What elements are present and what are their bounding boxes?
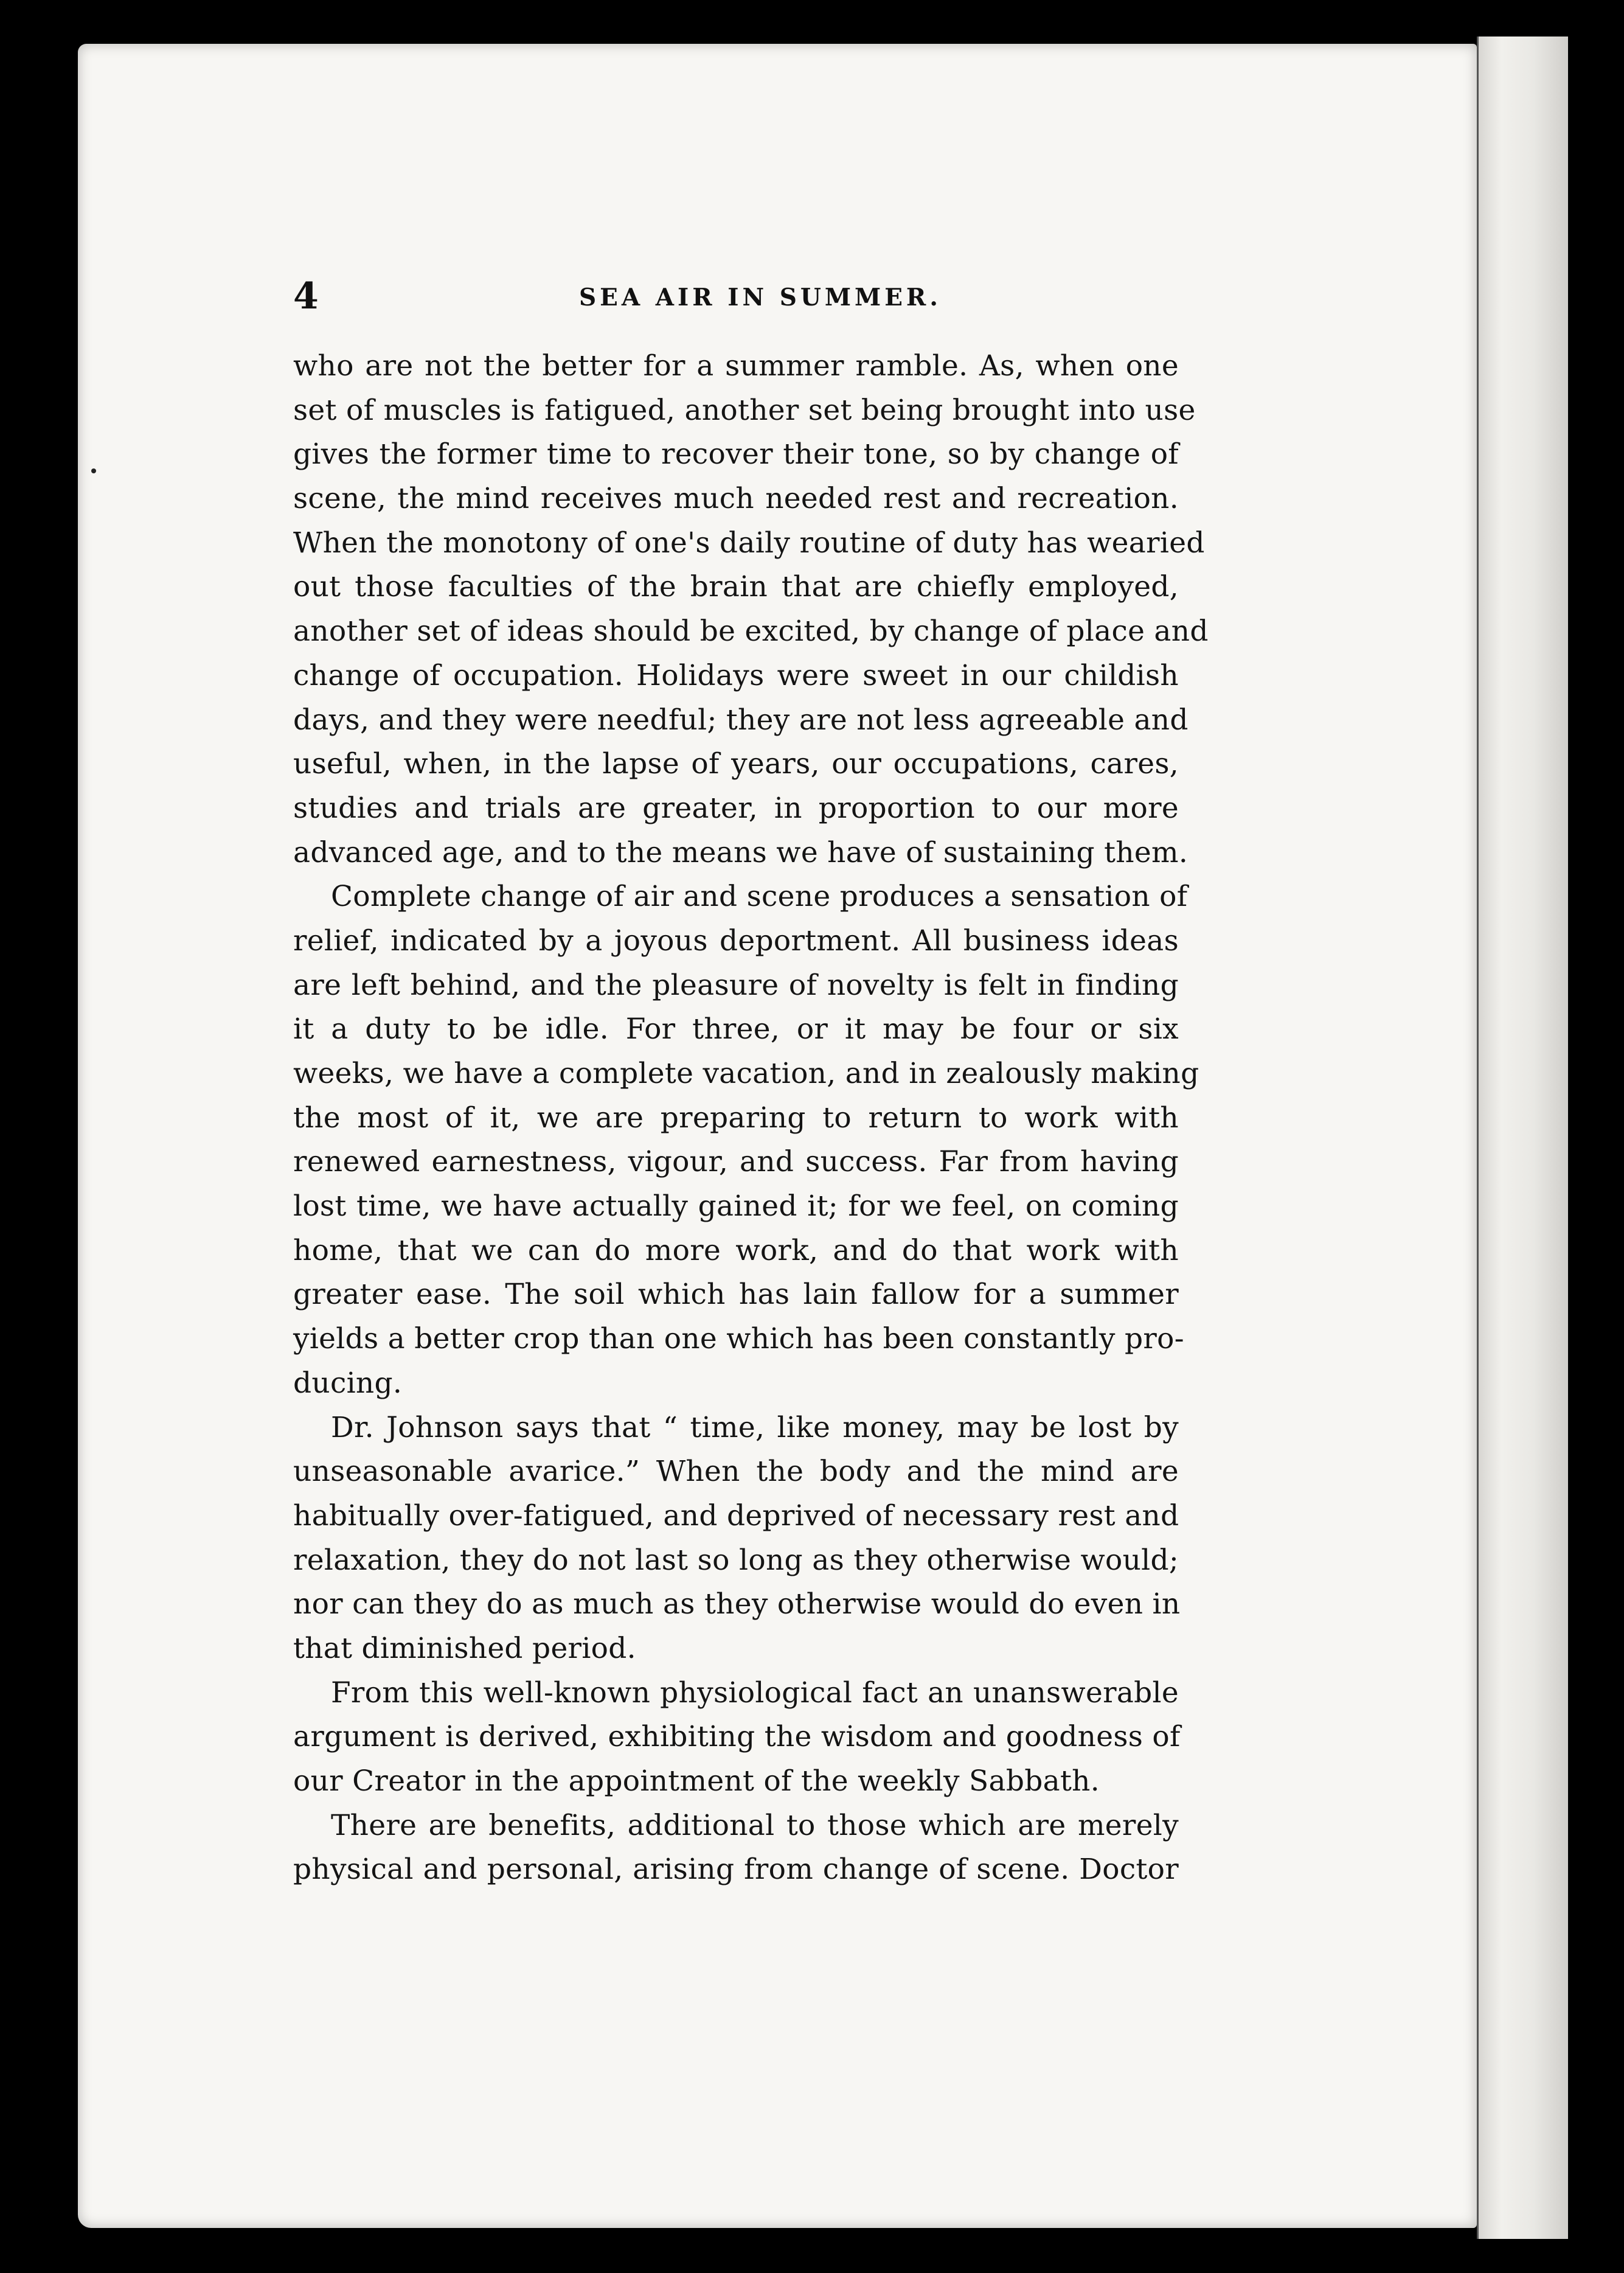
paragraph bbox=[293, 1406, 1179, 1671]
text-line: studies and trials are greater, in proportion to our more bbox=[293, 791, 1179, 825]
text-line: home, that we can do more work, and do that work with bbox=[293, 1233, 1179, 1267]
text-line: argument is derived, exhibiting the wisdom and goodness of bbox=[293, 1720, 1181, 1754]
ink-speck bbox=[91, 468, 96, 473]
running-title: SEA AIR IN SUMMER. bbox=[579, 284, 942, 312]
text-line: scene, the mind receives much needed rest and recreation. bbox=[293, 482, 1179, 516]
paragraph bbox=[293, 344, 1209, 875]
text-line: useful, when, in the lapse of years, our occupations, cares, bbox=[293, 747, 1179, 781]
text-line: our Creator in the appointment of the weekly Sabbath. bbox=[293, 1764, 1100, 1798]
text-line: out those faculties of the brain that are chiefly employed, bbox=[293, 570, 1179, 604]
running-head bbox=[293, 275, 1181, 324]
paragraph bbox=[293, 1671, 1179, 1804]
scan-border-right bbox=[1568, 0, 1624, 2273]
text-line: who are not the better for a summer ramble. As, when one bbox=[293, 349, 1179, 383]
text-line: ducing. bbox=[293, 1366, 403, 1400]
text-line: habitually over-fatigued, and deprived of necessary rest and bbox=[293, 1499, 1179, 1533]
text-line: yields a better crop than one which has been constantly pro- bbox=[293, 1322, 1184, 1356]
text-line: advanced age, and to the means we have of sustaining them. bbox=[293, 835, 1189, 869]
paragraph bbox=[293, 1804, 1179, 1892]
page-number: 4 bbox=[293, 275, 319, 318]
text-line: gives the former time to recover their tone, so by change of bbox=[293, 437, 1179, 472]
text-line: There are benefits, additional to those which are merely bbox=[331, 1808, 1179, 1842]
text-line: another set of ideas should be excited, by change of place and bbox=[293, 614, 1209, 649]
text-line: change of occupation. Holidays were sweet in our childish bbox=[293, 658, 1179, 692]
text-line: greater ease. The soil which has lain fallow for a summer bbox=[293, 1278, 1179, 1312]
text-line: weeks, we have a complete vacation, and in zealously making bbox=[293, 1057, 1199, 1090]
text-line: days, and they were needful; they are not less agreeable and bbox=[293, 703, 1189, 737]
text-line: are left behind, and the pleasure of novelty is felt in finding bbox=[293, 968, 1179, 1002]
text-line: physical and personal, arising from change of scene. Doctor bbox=[293, 1853, 1179, 1887]
text-line: relaxation, they do not last so long as they otherwise would; bbox=[293, 1543, 1179, 1577]
text-line: it a duty to be idle. For three, or it may be four or six bbox=[293, 1012, 1179, 1046]
text-line: unseasonable avarice.” When the body and the mind are bbox=[293, 1455, 1179, 1489]
text-line: relief, indicated by a joyous deportment. All business ideas bbox=[293, 924, 1179, 958]
text-line: that diminished period. bbox=[293, 1631, 636, 1665]
paragraph bbox=[293, 875, 1199, 1405]
text-line: From this well-known physiological fact an unanswerable bbox=[331, 1676, 1179, 1710]
text-line: set of muscles is fatigued, another set being brought into use bbox=[293, 393, 1196, 427]
text-line: Complete change of air and scene produces a sensation of bbox=[331, 880, 1188, 914]
text-line: the most of it, we are preparing to return to work with bbox=[293, 1101, 1179, 1135]
text-line: Dr. Johnson says that “ time, like money, may be lost by bbox=[331, 1410, 1179, 1444]
body-text bbox=[293, 344, 1209, 1892]
facing-page-edge bbox=[1477, 37, 1570, 2239]
text-line: When the monotony of one's daily routine of duty has wearied bbox=[293, 526, 1205, 560]
text-line: lost time, we have actually gained it; for we feel, on coming bbox=[293, 1189, 1179, 1224]
text-line: renewed earnestness, vigour, and success. Far from having bbox=[293, 1145, 1179, 1179]
text-line: nor can they do as much as they otherwise would do even in bbox=[293, 1587, 1181, 1621]
